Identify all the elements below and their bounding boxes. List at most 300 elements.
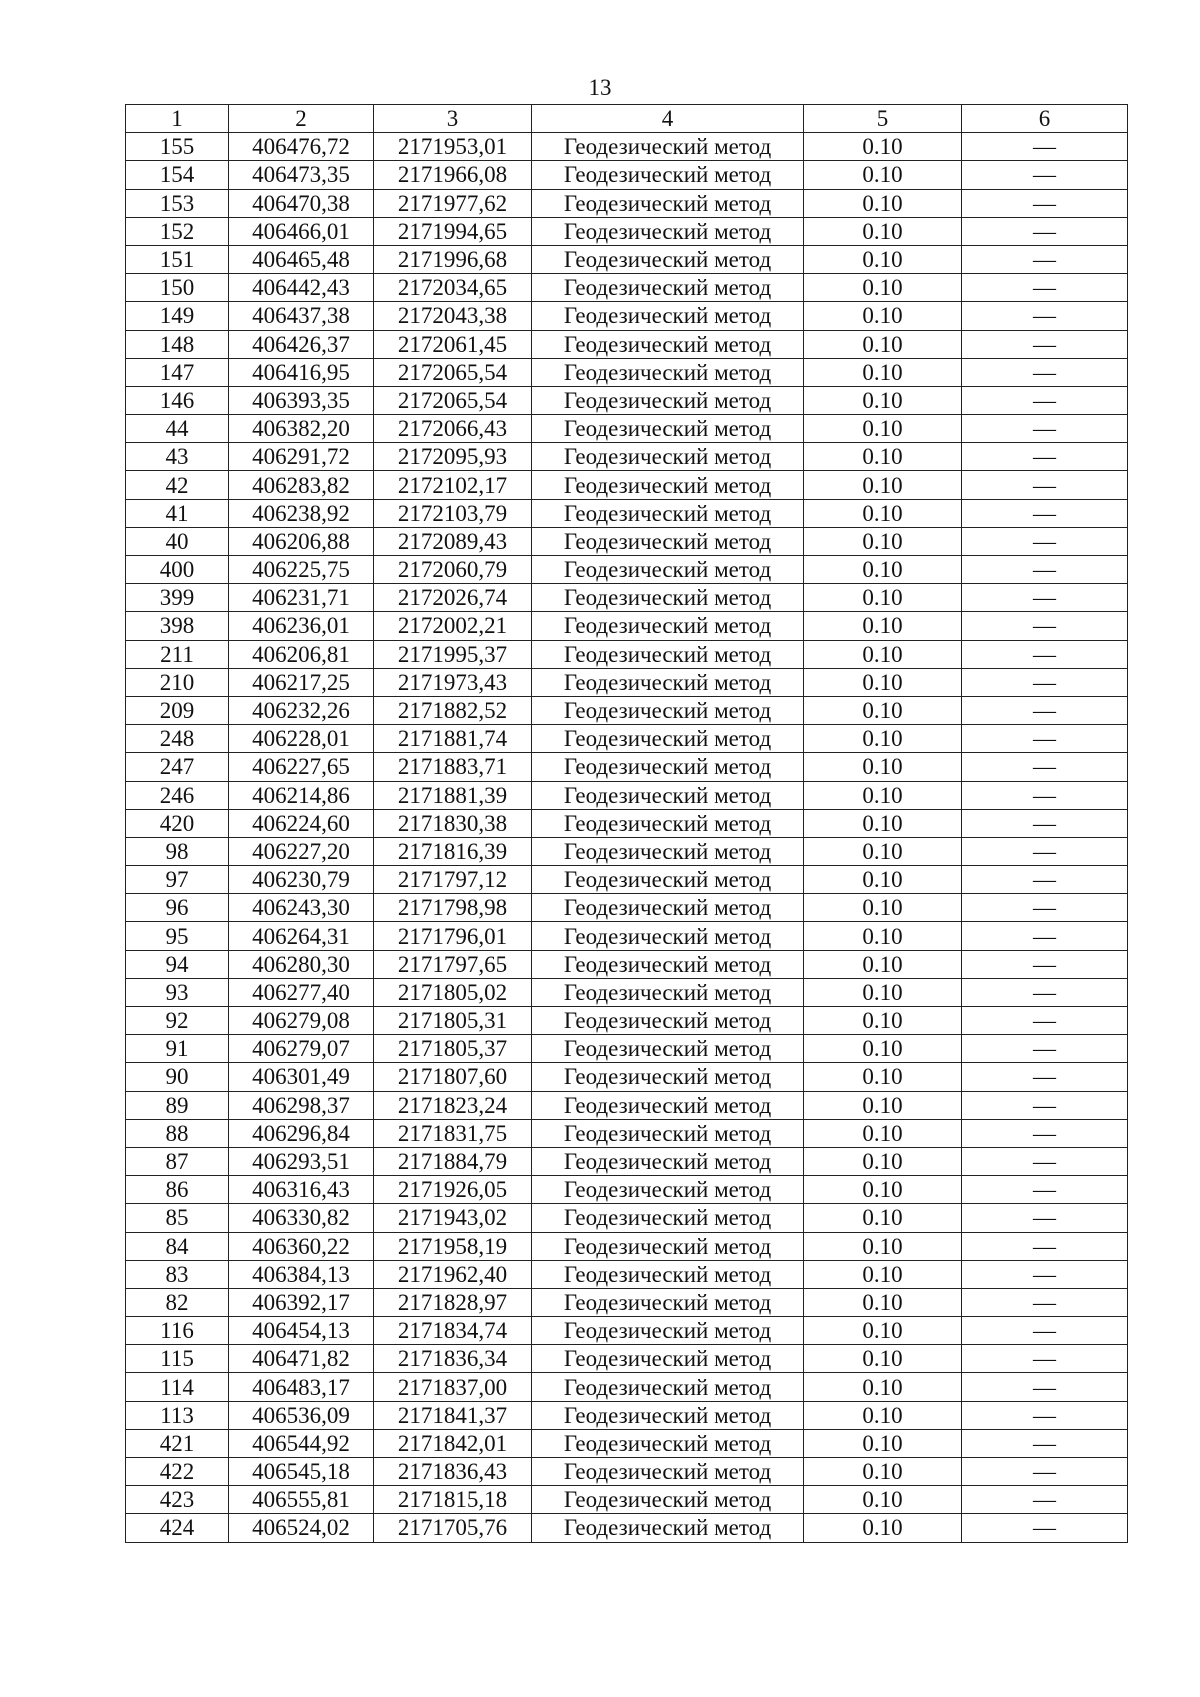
point-number-cell: 113 (126, 1401, 229, 1429)
table-row (126, 471, 1128, 499)
y-coordinate-cell: 2171834,74 (374, 1317, 532, 1345)
point-number-cell: 148 (126, 330, 229, 358)
note-cell: — (962, 1063, 1128, 1091)
table-row (126, 696, 1128, 724)
y-coordinate-cell: 2171830,38 (374, 809, 532, 837)
note-cell: — (962, 499, 1128, 527)
accuracy-cell: 0.10 (804, 640, 962, 668)
y-coordinate-cell: 2171881,74 (374, 725, 532, 753)
note-cell: — (962, 1401, 1128, 1429)
table-row (126, 415, 1128, 443)
method-cell: Геодезический метод (532, 1429, 804, 1457)
table-row (126, 161, 1128, 189)
note-cell: — (962, 1176, 1128, 1204)
table-row (126, 133, 1128, 161)
accuracy-cell: 0.10 (804, 978, 962, 1006)
y-coordinate-cell: 2171796,01 (374, 922, 532, 950)
table-row (126, 1232, 1128, 1260)
y-coordinate-cell: 2171995,37 (374, 640, 532, 668)
accuracy-cell: 0.10 (804, 612, 962, 640)
method-cell: Геодезический метод (532, 1063, 804, 1091)
y-coordinate-cell: 2171837,00 (374, 1373, 532, 1401)
y-coordinate-cell: 2171798,98 (374, 894, 532, 922)
point-number-cell: 423 (126, 1486, 229, 1514)
y-coordinate-cell: 2172089,43 (374, 527, 532, 555)
y-coordinate-cell: 2171926,05 (374, 1176, 532, 1204)
x-coordinate-cell: 406384,13 (229, 1260, 374, 1288)
x-coordinate-cell: 406301,49 (229, 1063, 374, 1091)
method-cell: Геодезический метод (532, 358, 804, 386)
x-coordinate-cell: 406465,48 (229, 245, 374, 273)
note-cell: — (962, 1288, 1128, 1316)
point-number-cell: 155 (126, 133, 229, 161)
x-coordinate-cell: 406555,81 (229, 1486, 374, 1514)
point-number-cell: 98 (126, 837, 229, 865)
method-cell: Геодезический метод (532, 133, 804, 161)
x-coordinate-cell: 406360,22 (229, 1232, 374, 1260)
table-row (126, 189, 1128, 217)
note-cell: — (962, 330, 1128, 358)
accuracy-cell: 0.10 (804, 133, 962, 161)
note-cell: — (962, 584, 1128, 612)
note-cell: — (962, 1458, 1128, 1486)
x-coordinate-cell: 406231,71 (229, 584, 374, 612)
note-cell: — (962, 922, 1128, 950)
y-coordinate-cell: 2171797,65 (374, 950, 532, 978)
method-cell: Геодезический метод (532, 1232, 804, 1260)
note-cell: — (962, 640, 1128, 668)
x-coordinate-cell: 406236,01 (229, 612, 374, 640)
point-number-cell: 44 (126, 415, 229, 443)
note-cell: — (962, 1486, 1128, 1514)
method-cell: Геодезический метод (532, 189, 804, 217)
point-number-cell: 150 (126, 274, 229, 302)
accuracy-cell: 0.10 (804, 696, 962, 724)
point-number-cell: 209 (126, 696, 229, 724)
point-number-cell: 420 (126, 809, 229, 837)
note-cell: — (962, 302, 1128, 330)
point-number-cell: 93 (126, 978, 229, 1006)
table-row (126, 612, 1128, 640)
x-coordinate-cell: 406382,20 (229, 415, 374, 443)
note-cell: — (962, 809, 1128, 837)
x-coordinate-cell: 406243,30 (229, 894, 374, 922)
accuracy-cell: 0.10 (804, 1373, 962, 1401)
table-row (126, 1147, 1128, 1175)
method-cell: Геодезический метод (532, 1514, 804, 1542)
method-cell: Геодезический метод (532, 894, 804, 922)
method-cell: Геодезический метод (532, 612, 804, 640)
point-number-cell: 92 (126, 1007, 229, 1035)
x-coordinate-cell: 406536,09 (229, 1401, 374, 1429)
note-cell: — (962, 1514, 1128, 1542)
y-coordinate-cell: 2172103,79 (374, 499, 532, 527)
point-number-cell: 115 (126, 1345, 229, 1373)
method-cell: Геодезический метод (532, 1317, 804, 1345)
method-cell: Геодезический метод (532, 809, 804, 837)
note-cell: — (962, 978, 1128, 1006)
point-number-cell: 91 (126, 1035, 229, 1063)
table-row (126, 245, 1128, 273)
note-cell: — (962, 725, 1128, 753)
y-coordinate-cell: 2171831,75 (374, 1119, 532, 1147)
accuracy-cell: 0.10 (804, 837, 962, 865)
y-coordinate-cell: 2171797,12 (374, 866, 532, 894)
note-cell: — (962, 1119, 1128, 1147)
point-number-cell: 421 (126, 1429, 229, 1457)
x-coordinate-cell: 406217,25 (229, 668, 374, 696)
accuracy-cell: 0.10 (804, 584, 962, 612)
point-number-cell: 211 (126, 640, 229, 668)
method-cell: Геодезический метод (532, 274, 804, 302)
table-row (126, 386, 1128, 414)
y-coordinate-cell: 2171953,01 (374, 133, 532, 161)
point-number-cell: 97 (126, 866, 229, 894)
y-coordinate-cell: 2172026,74 (374, 584, 532, 612)
note-cell: — (962, 781, 1128, 809)
table-row (126, 443, 1128, 471)
y-coordinate-cell: 2171958,19 (374, 1232, 532, 1260)
method-cell: Геодезический метод (532, 696, 804, 724)
method-cell: Геодезический метод (532, 1486, 804, 1514)
y-coordinate-cell: 2171805,02 (374, 978, 532, 1006)
method-cell: Геодезический метод (532, 1345, 804, 1373)
x-coordinate-cell: 406227,20 (229, 837, 374, 865)
point-number-cell: 151 (126, 245, 229, 273)
table-row (126, 950, 1128, 978)
coordinates-table (125, 104, 1128, 1543)
accuracy-cell: 0.10 (804, 217, 962, 245)
note-cell: — (962, 668, 1128, 696)
y-coordinate-cell: 2172060,79 (374, 556, 532, 584)
accuracy-cell: 0.10 (804, 809, 962, 837)
note-cell: — (962, 1147, 1128, 1175)
y-coordinate-cell: 2171996,68 (374, 245, 532, 273)
accuracy-cell: 0.10 (804, 556, 962, 584)
method-cell: Геодезический метод (532, 302, 804, 330)
y-coordinate-cell: 2171836,34 (374, 1345, 532, 1373)
point-number-cell: 95 (126, 922, 229, 950)
y-coordinate-cell: 2171884,79 (374, 1147, 532, 1175)
y-coordinate-cell: 2171816,39 (374, 837, 532, 865)
y-coordinate-cell: 2171943,02 (374, 1204, 532, 1232)
table-row (126, 1373, 1128, 1401)
point-number-cell: 86 (126, 1176, 229, 1204)
accuracy-cell: 0.10 (804, 1458, 962, 1486)
x-coordinate-cell: 406544,92 (229, 1429, 374, 1457)
header-row (126, 105, 1128, 133)
point-number-cell: 246 (126, 781, 229, 809)
method-cell: Геодезический метод (532, 1401, 804, 1429)
point-number-cell: 85 (126, 1204, 229, 1232)
note-cell: — (962, 837, 1128, 865)
y-coordinate-cell: 2171994,65 (374, 217, 532, 245)
accuracy-cell: 0.10 (804, 1035, 962, 1063)
note-cell: — (962, 527, 1128, 555)
point-number-cell: 149 (126, 302, 229, 330)
table-row (126, 302, 1128, 330)
table-body (126, 133, 1128, 1542)
note-cell: — (962, 1260, 1128, 1288)
note-cell: — (962, 1232, 1128, 1260)
method-cell: Геодезический метод (532, 1288, 804, 1316)
note-cell: — (962, 471, 1128, 499)
y-coordinate-cell: 2171836,43 (374, 1458, 532, 1486)
accuracy-cell: 0.10 (804, 1429, 962, 1457)
method-cell: Геодезический метод (532, 330, 804, 358)
note-cell: — (962, 443, 1128, 471)
point-number-cell: 422 (126, 1458, 229, 1486)
method-cell: Геодезический метод (532, 978, 804, 1006)
table-row (126, 866, 1128, 894)
x-coordinate-cell: 406470,38 (229, 189, 374, 217)
point-number-cell: 247 (126, 753, 229, 781)
table-row (126, 1429, 1128, 1457)
table-row (126, 753, 1128, 781)
accuracy-cell: 0.10 (804, 1063, 962, 1091)
x-coordinate-cell: 406206,88 (229, 527, 374, 555)
accuracy-cell: 0.10 (804, 1317, 962, 1345)
method-cell: Геодезический метод (532, 922, 804, 950)
method-cell: Геодезический метод (532, 640, 804, 668)
accuracy-cell: 0.10 (804, 922, 962, 950)
y-coordinate-cell: 2171828,97 (374, 1288, 532, 1316)
y-coordinate-cell: 2172002,21 (374, 612, 532, 640)
y-coordinate-cell: 2172095,93 (374, 443, 532, 471)
table-row (126, 499, 1128, 527)
x-coordinate-cell: 406416,95 (229, 358, 374, 386)
table-row (126, 1317, 1128, 1345)
point-number-cell: 43 (126, 443, 229, 471)
note-cell: — (962, 217, 1128, 245)
accuracy-cell: 0.10 (804, 161, 962, 189)
table-row (126, 894, 1128, 922)
accuracy-cell: 0.10 (804, 1147, 962, 1175)
note-cell: — (962, 1007, 1128, 1035)
method-cell: Геодезический метод (532, 1373, 804, 1401)
y-coordinate-cell: 2171805,37 (374, 1035, 532, 1063)
x-coordinate-cell: 406437,38 (229, 302, 374, 330)
column-header-1: 1 (126, 105, 229, 133)
method-cell: Геодезический метод (532, 527, 804, 555)
point-number-cell: 147 (126, 358, 229, 386)
x-coordinate-cell: 406230,79 (229, 866, 374, 894)
method-cell: Геодезический метод (532, 499, 804, 527)
x-coordinate-cell: 406277,40 (229, 978, 374, 1006)
table-row (126, 1486, 1128, 1514)
table-row (126, 1119, 1128, 1147)
y-coordinate-cell: 2171882,52 (374, 696, 532, 724)
point-number-cell: 398 (126, 612, 229, 640)
point-number-cell: 87 (126, 1147, 229, 1175)
table-row (126, 809, 1128, 837)
note-cell: — (962, 866, 1128, 894)
point-number-cell: 114 (126, 1373, 229, 1401)
y-coordinate-cell: 2172034,65 (374, 274, 532, 302)
note-cell: — (962, 133, 1128, 161)
y-coordinate-cell: 2171962,40 (374, 1260, 532, 1288)
note-cell: — (962, 161, 1128, 189)
table-row (126, 1007, 1128, 1035)
accuracy-cell: 0.10 (804, 274, 962, 302)
note-cell: — (962, 1035, 1128, 1063)
x-coordinate-cell: 406225,75 (229, 556, 374, 584)
x-coordinate-cell: 406279,08 (229, 1007, 374, 1035)
method-cell: Геодезический метод (532, 1204, 804, 1232)
note-cell: — (962, 1373, 1128, 1401)
point-number-cell: 84 (126, 1232, 229, 1260)
table-row (126, 781, 1128, 809)
note-cell: — (962, 245, 1128, 273)
table-row (126, 1204, 1128, 1232)
column-header-2: 2 (229, 105, 374, 133)
accuracy-cell: 0.10 (804, 443, 962, 471)
accuracy-cell: 0.10 (804, 1288, 962, 1316)
x-coordinate-cell: 406392,17 (229, 1288, 374, 1316)
x-coordinate-cell: 406393,35 (229, 386, 374, 414)
method-cell: Геодезический метод (532, 386, 804, 414)
accuracy-cell: 0.10 (804, 1007, 962, 1035)
accuracy-cell: 0.10 (804, 894, 962, 922)
note-cell: — (962, 415, 1128, 443)
y-coordinate-cell: 2171807,60 (374, 1063, 532, 1091)
accuracy-cell: 0.10 (804, 781, 962, 809)
x-coordinate-cell: 406291,72 (229, 443, 374, 471)
accuracy-cell: 0.10 (804, 753, 962, 781)
y-coordinate-cell: 2172066,43 (374, 415, 532, 443)
method-cell: Геодезический метод (532, 781, 804, 809)
note-cell: — (962, 612, 1128, 640)
table-row (126, 274, 1128, 302)
x-coordinate-cell: 406227,65 (229, 753, 374, 781)
method-cell: Геодезический метод (532, 471, 804, 499)
method-cell: Геодезический метод (532, 1091, 804, 1119)
y-coordinate-cell: 2171815,18 (374, 1486, 532, 1514)
point-number-cell: 83 (126, 1260, 229, 1288)
x-coordinate-cell: 406466,01 (229, 217, 374, 245)
x-coordinate-cell: 406280,30 (229, 950, 374, 978)
accuracy-cell: 0.10 (804, 386, 962, 414)
note-cell: — (962, 189, 1128, 217)
point-number-cell: 94 (126, 950, 229, 978)
point-number-cell: 400 (126, 556, 229, 584)
y-coordinate-cell: 2171841,37 (374, 1401, 532, 1429)
accuracy-cell: 0.10 (804, 1345, 962, 1373)
point-number-cell: 248 (126, 725, 229, 753)
y-coordinate-cell: 2172065,54 (374, 386, 532, 414)
method-cell: Геодезический метод (532, 1007, 804, 1035)
x-coordinate-cell: 406471,82 (229, 1345, 374, 1373)
note-cell: — (962, 1091, 1128, 1119)
x-coordinate-cell: 406206,81 (229, 640, 374, 668)
y-coordinate-cell: 2171977,62 (374, 189, 532, 217)
column-header-4: 4 (532, 105, 804, 133)
note-cell: — (962, 274, 1128, 302)
accuracy-cell: 0.10 (804, 1486, 962, 1514)
table-row (126, 922, 1128, 950)
point-number-cell: 399 (126, 584, 229, 612)
method-cell: Геодезический метод (532, 753, 804, 781)
y-coordinate-cell: 2172061,45 (374, 330, 532, 358)
y-coordinate-cell: 2171883,71 (374, 753, 532, 781)
accuracy-cell: 0.10 (804, 668, 962, 696)
method-cell: Геодезический метод (532, 725, 804, 753)
method-cell: Геодезический метод (532, 217, 804, 245)
table-row (126, 1260, 1128, 1288)
method-cell: Геодезический метод (532, 1119, 804, 1147)
method-cell: Геодезический метод (532, 443, 804, 471)
y-coordinate-cell: 2171842,01 (374, 1429, 532, 1457)
x-coordinate-cell: 406524,02 (229, 1514, 374, 1542)
y-coordinate-cell: 2171705,76 (374, 1514, 532, 1542)
table-row (126, 527, 1128, 555)
method-cell: Геодезический метод (532, 415, 804, 443)
y-coordinate-cell: 2171881,39 (374, 781, 532, 809)
accuracy-cell: 0.10 (804, 1514, 962, 1542)
x-coordinate-cell: 406228,01 (229, 725, 374, 753)
x-coordinate-cell: 406296,84 (229, 1119, 374, 1147)
note-cell: — (962, 1345, 1128, 1373)
method-cell: Геодезический метод (532, 866, 804, 894)
x-coordinate-cell: 406214,86 (229, 781, 374, 809)
point-number-cell: 154 (126, 161, 229, 189)
accuracy-cell: 0.10 (804, 1401, 962, 1429)
note-cell: — (962, 950, 1128, 978)
column-header-6: 6 (962, 105, 1128, 133)
note-cell: — (962, 358, 1128, 386)
table-row (126, 1345, 1128, 1373)
x-coordinate-cell: 406279,07 (229, 1035, 374, 1063)
x-coordinate-cell: 406483,17 (229, 1373, 374, 1401)
y-coordinate-cell: 2172065,54 (374, 358, 532, 386)
method-cell: Геодезический метод (532, 1260, 804, 1288)
accuracy-cell: 0.10 (804, 527, 962, 555)
x-coordinate-cell: 406238,92 (229, 499, 374, 527)
x-coordinate-cell: 406224,60 (229, 809, 374, 837)
point-number-cell: 42 (126, 471, 229, 499)
x-coordinate-cell: 406298,37 (229, 1091, 374, 1119)
table-row (126, 358, 1128, 386)
x-coordinate-cell: 406545,18 (229, 1458, 374, 1486)
table-row (126, 978, 1128, 1006)
table-row (126, 725, 1128, 753)
point-number-cell: 88 (126, 1119, 229, 1147)
accuracy-cell: 0.10 (804, 725, 962, 753)
table-row (126, 668, 1128, 696)
accuracy-cell: 0.10 (804, 1204, 962, 1232)
table-row (126, 217, 1128, 245)
table-row (126, 1458, 1128, 1486)
table-row (126, 1176, 1128, 1204)
page-number: 13 (588, 75, 612, 100)
point-number-cell: 96 (126, 894, 229, 922)
method-cell: Геодезический метод (532, 837, 804, 865)
point-number-cell: 210 (126, 668, 229, 696)
accuracy-cell: 0.10 (804, 471, 962, 499)
point-number-cell: 41 (126, 499, 229, 527)
accuracy-cell: 0.10 (804, 866, 962, 894)
y-coordinate-cell: 2171805,31 (374, 1007, 532, 1035)
x-coordinate-cell: 406293,51 (229, 1147, 374, 1175)
point-number-cell: 146 (126, 386, 229, 414)
point-number-cell: 82 (126, 1288, 229, 1316)
x-coordinate-cell: 406442,43 (229, 274, 374, 302)
method-cell: Геодезический метод (532, 556, 804, 584)
column-header-3: 3 (374, 105, 532, 133)
y-coordinate-cell: 2172102,17 (374, 471, 532, 499)
x-coordinate-cell: 406473,35 (229, 161, 374, 189)
y-coordinate-cell: 2171823,24 (374, 1091, 532, 1119)
